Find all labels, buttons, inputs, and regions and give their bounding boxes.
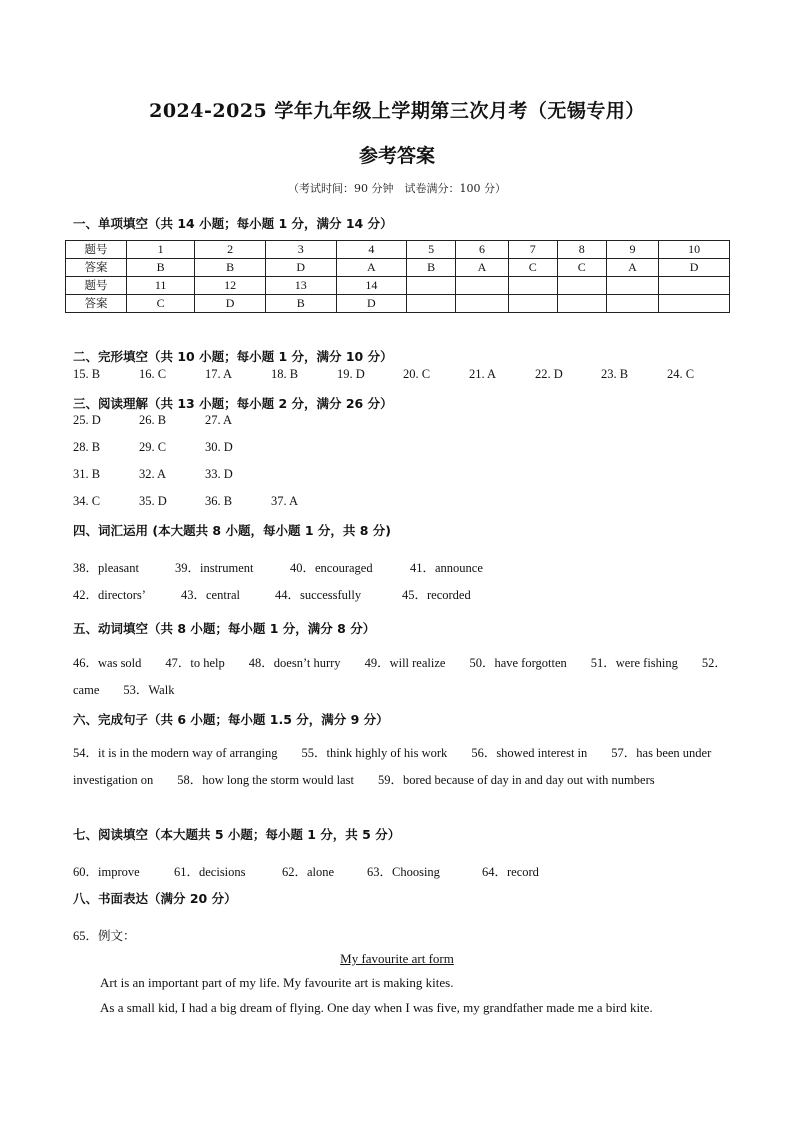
row-label: 题号 [66, 241, 127, 259]
answer-line [73, 558, 733, 576]
table-cell [659, 277, 730, 295]
section-heading-4: 四、词汇运用 (本大题共 8 小题，每小题 1 分，共 8 分) [73, 523, 391, 538]
answer-item: 37. A [271, 494, 299, 508]
answer-item: 56．showed interest in [471, 746, 588, 760]
answer-item: 23. B [601, 367, 629, 381]
answer-line [73, 862, 733, 880]
table-cell: 1 [127, 241, 195, 259]
answer-item: 33. D [205, 467, 233, 481]
answer-item: 49．will realize [364, 656, 446, 670]
table-row [66, 241, 730, 259]
table-cell: A [336, 259, 407, 277]
answer-item: 60．improve [73, 865, 140, 879]
answer-item: 31. B [73, 467, 101, 481]
answer-item: 32. A [139, 467, 167, 481]
answer-item: 59．bored because of day in and day out with numbers [377, 773, 655, 787]
row-label: 答案 [66, 295, 127, 313]
table-cell: D [195, 295, 266, 313]
answer-item: 24. C [667, 367, 695, 381]
answer-item: 34. C [73, 494, 101, 508]
table-cell: 5 [407, 241, 456, 259]
section-heading-1: 一、单项填空（共 14 小题；每小题 1 分，满分 14 分） [73, 216, 393, 231]
table-cell [659, 295, 730, 313]
table-cell: 2 [195, 241, 266, 259]
section-heading-8: 八、书面表达（满分 20 分） [73, 891, 237, 906]
section-heading-6: 六、完成句子（共 6 小题；每小题 1.5 分，满分 9 分） [73, 712, 389, 727]
answer-item: 58．how long the storm would last [177, 773, 354, 787]
answer-item: 30. D [205, 440, 233, 454]
table-cell: A [456, 259, 509, 277]
answer-item: 53．Walk [123, 683, 175, 697]
table-cell: D [336, 295, 407, 313]
table-cell: B [407, 259, 456, 277]
section-heading-3: 三、阅读理解（共 13 小题；每小题 2 分，满分 26 分） [73, 396, 393, 411]
essay-title: My favourite art form [340, 951, 454, 966]
table-cell: 3 [265, 241, 336, 259]
answer-item: 61．decisions [174, 865, 246, 879]
answer-item: 16. C [139, 367, 167, 381]
table-cell: 4 [336, 241, 407, 259]
section-heading-5: 五、动词填空（共 8 小题；每小题 1 分，满分 8 分） [73, 621, 376, 636]
answer-item: 25. D [73, 413, 101, 427]
table-cell: 13 [265, 277, 336, 295]
answer-item: 40．encouraged [290, 561, 373, 575]
table-cell: 14 [336, 277, 407, 295]
table-cell [456, 277, 509, 295]
answer-item: 18. B [271, 367, 299, 381]
table-cell: C [508, 259, 557, 277]
answer-item: 15. B [73, 367, 101, 381]
table-cell: 10 [659, 241, 730, 259]
answer-item: 57．has been under investigation on [73, 746, 712, 787]
answer-paragraph [73, 740, 728, 794]
table-cell: C [557, 259, 606, 277]
answer-paragraph [73, 650, 728, 704]
table-cell [606, 295, 659, 313]
answer-item: 55．think highly of his work [301, 746, 448, 760]
answer-item: 41．announce [410, 561, 483, 575]
answer-item: 35. D [139, 494, 167, 508]
row-label: 题号 [66, 277, 127, 295]
answer-line [73, 413, 733, 428]
answer-line [73, 367, 733, 382]
answer-item: 43．central [181, 588, 241, 602]
table-cell: 9 [606, 241, 659, 259]
answer-item: 38．pleasant [73, 561, 139, 575]
section-heading-2: 二、完形填空（共 10 小题；每小题 1 分，满分 10 分） [73, 349, 393, 364]
essay-line: Art is an important part of my life. My favourite art is making kites. [100, 975, 454, 990]
table-cell [456, 295, 509, 313]
row-label: 答案 [66, 259, 127, 277]
table-cell [557, 277, 606, 295]
table-cell: 7 [508, 241, 557, 259]
answer-item: 47．to help [165, 656, 225, 670]
table-cell: C [127, 295, 195, 313]
answer-item: 28. B [73, 440, 101, 454]
answer-item: 27. A [205, 413, 233, 427]
answer-item: 63．Choosing [367, 865, 440, 879]
answer-item: 26. B [139, 413, 167, 427]
answer-item: 42．directors’ [73, 588, 146, 602]
answer-item: 21. A [469, 367, 497, 381]
table-row [66, 277, 730, 295]
answer-line [73, 494, 733, 509]
table-cell: D [659, 259, 730, 277]
page-title: 2024-2025 学年九年级上学期第三次月考（无锡专用） [149, 100, 645, 122]
answer-item: 62．alone [282, 865, 335, 879]
answer-item: 44．successfully [275, 588, 362, 602]
table-cell: 6 [456, 241, 509, 259]
table-row [66, 295, 730, 313]
table-cell [557, 295, 606, 313]
answer-item: 29. C [139, 440, 167, 454]
table-cell [508, 295, 557, 313]
answer-table [65, 240, 730, 313]
page-subtitle: 参考答案 [358, 145, 435, 167]
table-cell: 12 [195, 277, 266, 295]
section-heading-7: 七、阅读填空（本大题共 5 小题；每小题 1 分，共 5 分） [73, 827, 401, 842]
table-row [66, 259, 730, 277]
answer-item: 51．were fishing [590, 656, 678, 670]
answer-item: 46．was sold [73, 656, 142, 670]
answer-line [73, 440, 733, 455]
table-cell [407, 295, 456, 313]
answer-item: 54．it is in the modern way of arranging [73, 746, 278, 760]
exam-info: （考试时间：90 分钟 试卷满分：100 分） [288, 182, 506, 195]
table-cell: 8 [557, 241, 606, 259]
answer-item: 22. D [535, 367, 563, 381]
answer-line [73, 585, 733, 603]
essay-label: 65．例文： [73, 929, 136, 943]
answer-item: 50．have forgotten [469, 656, 567, 670]
answer-item: 17. A [205, 367, 233, 381]
answer-line [73, 467, 733, 482]
answer-item: 48．doesn’t hurry [248, 656, 341, 670]
table-cell [407, 277, 456, 295]
table-cell: B [265, 295, 336, 313]
essay-line: As a small kid, I had a big dream of flying. One day when I was five, my grandfather made me a bird kite. [100, 1000, 653, 1015]
answer-item: 20. C [403, 367, 431, 381]
table-cell [508, 277, 557, 295]
answer-item: 52．came [73, 656, 727, 697]
answer-item: 45．recorded [402, 588, 471, 602]
answer-item: 64．record [482, 865, 539, 879]
answer-item: 39．instrument [175, 561, 254, 575]
answer-item: 36. B [205, 494, 233, 508]
table-cell: A [606, 259, 659, 277]
table-cell: B [127, 259, 195, 277]
table-cell: B [195, 259, 266, 277]
table-cell: D [265, 259, 336, 277]
table-cell [606, 277, 659, 295]
answer-item: 19. D [337, 367, 365, 381]
table-cell: 11 [127, 277, 195, 295]
